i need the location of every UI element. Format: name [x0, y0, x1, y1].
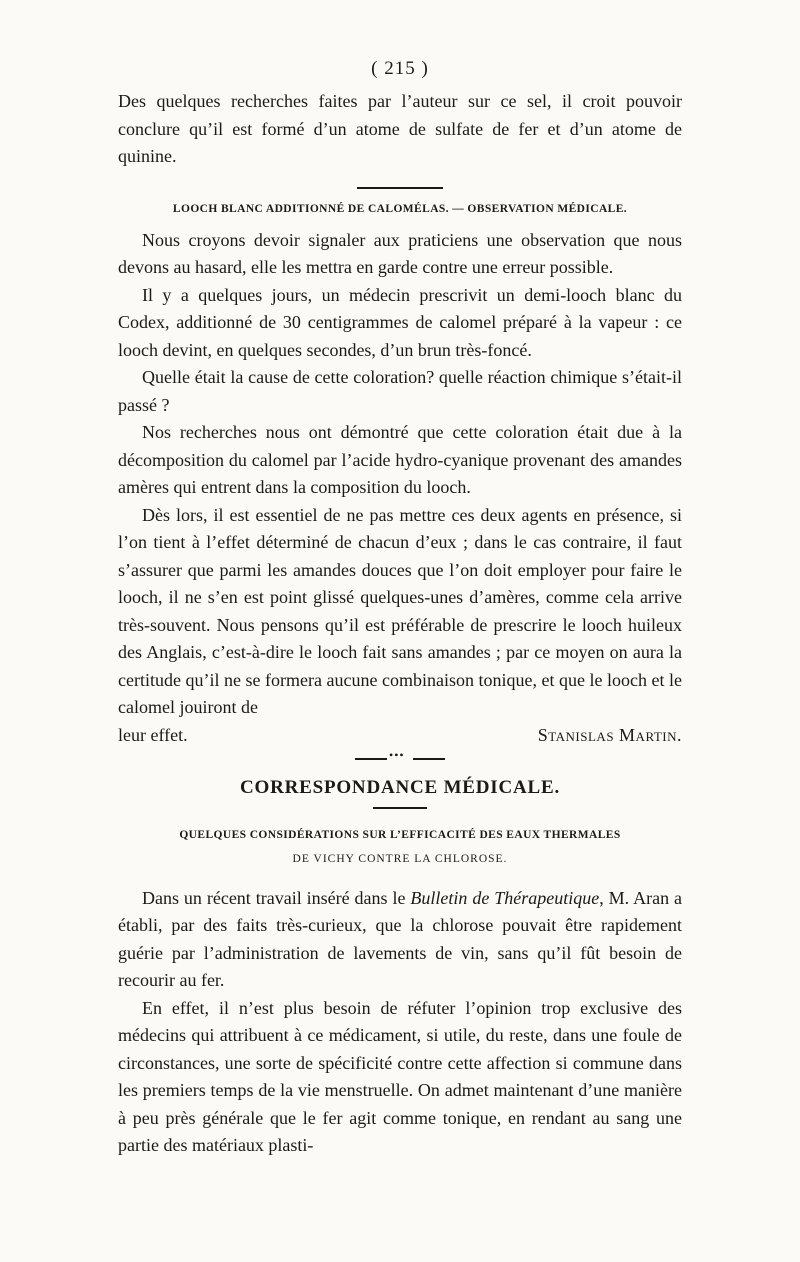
article-title-looch: LOOCH BLANC ADDITIONNÉ DE CALOMÉLAS. — OBSERVATION MÉDICALE. [172, 202, 628, 215]
paragraph: Nous croyons devoir signaler aux praticiens une observation que nous devons au hasard, elle les mettra en garde contre une erreur possible. [118, 229, 682, 277]
section-rule [357, 187, 443, 189]
ornament-divider [355, 748, 445, 763]
author-signature: Stanislas Martin. [537, 724, 682, 745]
article-title-line: DE VICHY CONTRE LA CHLOROSE. [292, 852, 508, 865]
paragraph: Dès lors, il est essentiel de ne pas mettre ces deux agents en présence, si l’on tient à l’effet déterminé de chacun d’eux ; dans le cas contraire, il faut s’assurer que parmi les amandes douces que l’on doit employer pour faire le looch, il ne s’en est point glissé quelques-unes d’amères, comme cela arrive très-souvent. Nous pensons qu’il est préférable de prescrire le looch huileux des Anglais, c’est-à-dire le looch fait sans amandes ; par ce moyen on aura la certitude qu’il ne se formera aucune combinaison tonique, et que le looch et le calomel jouiront de [118, 504, 682, 717]
paragraph: Quelle était la cause de cette coloration? quelle réaction chimique s’était-il passé ? [118, 367, 682, 415]
journal-title: Bulletin de Thérapeutique [410, 887, 600, 908]
section-title: CORRESPONDANCE MÉDICALE. [239, 777, 561, 798]
page [118, 58, 682, 1160]
closing-words: leur effet. [118, 724, 188, 745]
article-title-line: QUELQUES CONSIDÉRATIONS SUR L’EFFICACITÉ DES EAUX THERMALES [179, 828, 621, 841]
paragraph [118, 885, 682, 995]
article-title-vichy [118, 823, 682, 871]
paragraph: Nos recherches nous ont démontré que cette coloration était due à la décomposition du calomel par l’acide hydro-cyanique provenant des amandes amères qui entrent dans la composition du looch. [118, 422, 682, 497]
paragraph: Il y a quelques jours, un médecin prescrivit un demi-looch blanc du Codex, additionné de 30 centigrammes de calomel préparé à la vapeur : ce looch devint, en quelques secondes, d’un brun très-foncé. [118, 284, 682, 360]
text-run: Dans un récent travail inséré dans le [142, 887, 411, 908]
ornament-bar [355, 758, 387, 760]
ornament-dots: ••• [389, 748, 405, 762]
ornament-bar [413, 758, 445, 760]
page-number: ( 215 ) [371, 58, 429, 79]
section-rule [373, 807, 427, 809]
paragraph: En effet, il n’est plus besoin de réfuter l’opinion trop exclusive des médecins qui attribuent à ce médicament, si utile, du reste, dans une foule de circonstances, une sorte de spécificité contre cette affection si commune dans les premiers temps de la vie menstruelle. On admet maintenant d’une manière à peu près générale que le fer agit comme tonique, en rendant au sang une partie des matériaux plasti- [118, 997, 682, 1155]
signature-line [118, 722, 682, 750]
text-run: , M. Aran a établi, par des faits très-curieux, que la chlorose pouvait être rapidement guérie par l’administration de lavements de vin, sans qu’il fût besoin de recourir au fer. [118, 887, 683, 990]
intro-paragraph: Des quelques recherches faites par l’auteur sur ce sel, il croit pouvoir conclure qu’il est formé d’un atome de sulfate de fer et d’un atome de quinine. [118, 91, 682, 166]
